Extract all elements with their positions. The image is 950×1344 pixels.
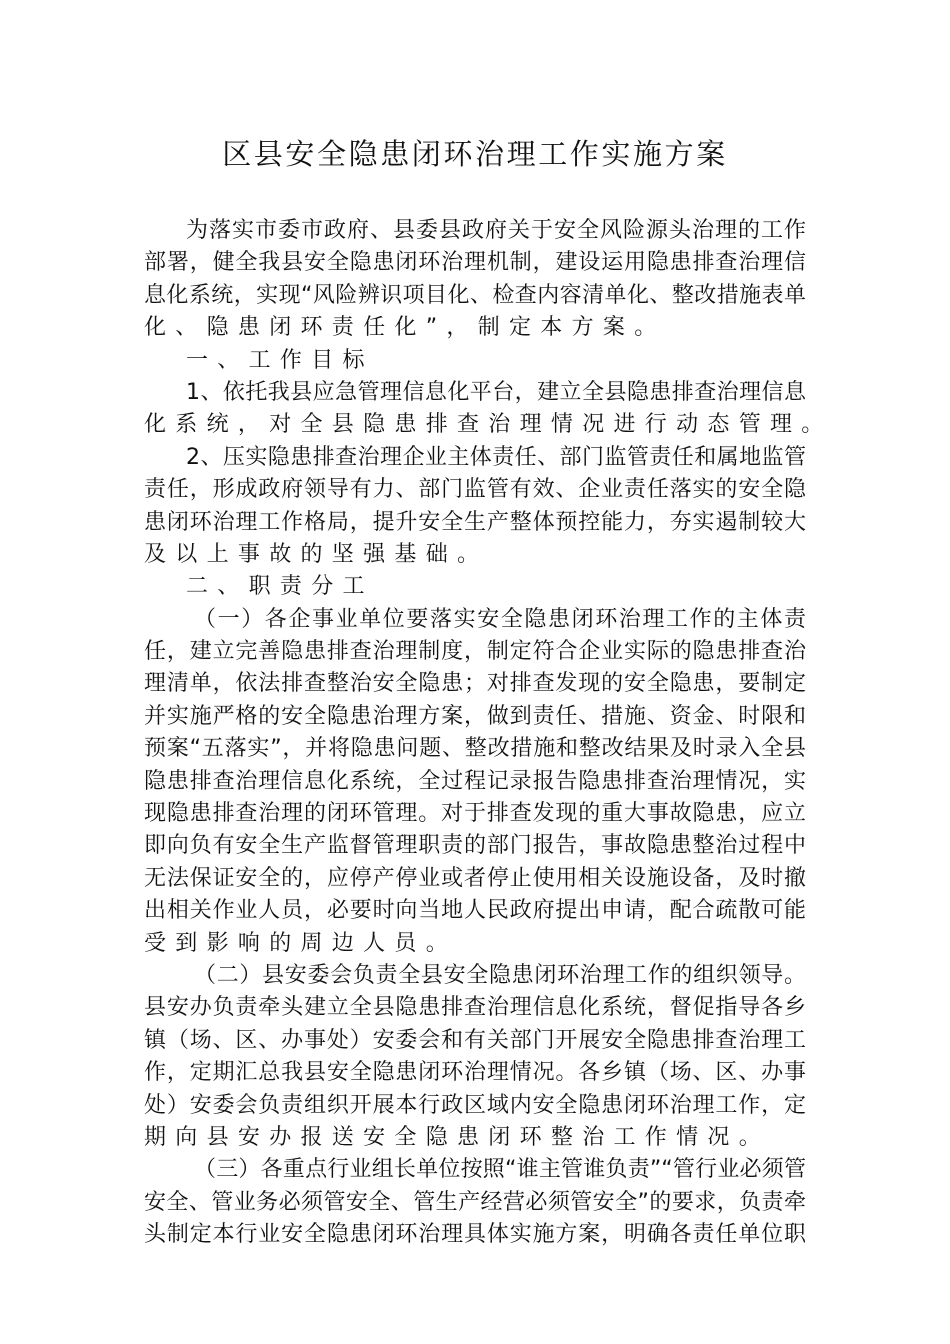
text-line: 即向负有安全生产监督管理职责的部门报告，事故隐患整治过程中 [144, 833, 806, 859]
text-line: 及以上事故的坚强基础。 [144, 541, 489, 567]
paragraph [144, 377, 833, 442]
text-line: 出相关作业人员，必要时向当地人民政府提出申请，配合疏散可能 [144, 898, 806, 924]
text-line: 镇（场、区、办事处）安委会和有关部门开展安全隐患排查治理工 [144, 1027, 806, 1053]
text-line: 一、工作目标 [186, 347, 374, 373]
document-title: 区县安全隐患闭环治理工作实施方案 [222, 137, 728, 171]
paragraph [144, 1154, 806, 1251]
text-line: 预案“五落实”，并将隐患问题、整改措施和整改结果及时录入全县 [144, 736, 806, 762]
paragraph [144, 571, 806, 603]
paragraph [144, 215, 806, 345]
text-line: 处）安委会负责组织开展本行政区域内安全隐患闭环治理工作，定 [144, 1092, 806, 1118]
text-line: 并实施严格的安全隐患治理方案，做到责任、措施、资金、时限和 [144, 703, 806, 729]
paragraph [144, 604, 806, 960]
text-line: 2、压实隐患排查治理企业主体责任、部门监管责任和属地监管 [186, 444, 806, 470]
text-line: 部署，健全我县安全隐患闭环治理机制，建设运用隐患排查治理信 [144, 250, 806, 276]
text-line: （一）各企事业单位要落实安全隐患闭环治理工作的主体责 [194, 606, 806, 632]
text-line: 患闭环治理工作格局，提升安全生产整体预控能力，夯实遏制较大 [144, 509, 806, 535]
text-line: 县安办负责牵头建立全县隐患排查治理信息化系统，督促指导各乡 [144, 995, 806, 1021]
text-line: 无法保证安全的，应停产停业或者停止使用相关设施设备，及时撤 [144, 865, 806, 891]
text-line: 化、隐患闭环责任化”，制定本方案。 [144, 315, 666, 341]
text-line: 任，建立完善隐患排查治理制度，制定符合企业实际的隐患排查治 [144, 639, 806, 665]
paragraph [144, 442, 806, 572]
text-line: 隐患排查治理信息化系统，全过程记录报告隐患排查治理情况，实 [144, 768, 806, 794]
text-line: 为落实市委市政府、县委县政府关于安全风险源头治理的工作 [186, 218, 806, 243]
text-line: 作，定期汇总我县安全隐患闭环治理情况。各乡镇（场、区、办事 [144, 1060, 806, 1086]
document-body [144, 215, 833, 1252]
text-line: 头制定本行业安全隐患闭环治理具体实施方案，明确各责任单位职 [144, 1222, 806, 1248]
text-line: 化系统，对全县隐患排查治理情况进行动态管理。 [144, 412, 833, 438]
text-line: 受到影响的周边人员。 [144, 930, 458, 956]
text-line: 理清单，依法排查整治安全隐患；对排查发现的安全隐患，要制定 [144, 671, 806, 697]
text-line: 责任，形成政府领导有力、部门监管有效、企业责任落实的安全隐 [144, 477, 806, 503]
text-line: 现隐患排查治理的闭环管理。对于排查发现的重大事故隐患，应立 [144, 801, 806, 827]
text-line: （三）各重点行业组长单位按照“谁主管谁负责”“管行业必须管 [194, 1157, 806, 1183]
paragraph [144, 960, 806, 1154]
text-line: 安全、管业务必须管安全、管生产经营必须管安全”的要求，负责牵 [144, 1189, 806, 1215]
text-line: 息化系统，实现“风险辨识项目化、检查内容清单化、整改措施表单 [144, 282, 806, 308]
paragraph [144, 345, 806, 377]
text-line: 期向县安办报送安全隐患闭环整治工作情况。 [144, 1124, 771, 1150]
text-line: （二）县安委会负责全县安全隐患闭环治理工作的组织领导。 [194, 962, 806, 988]
text-line: 二、职责分工 [186, 574, 374, 600]
text-line: 1、依托我县应急管理信息化平台，建立全县隐患排查治理信息 [186, 379, 806, 405]
